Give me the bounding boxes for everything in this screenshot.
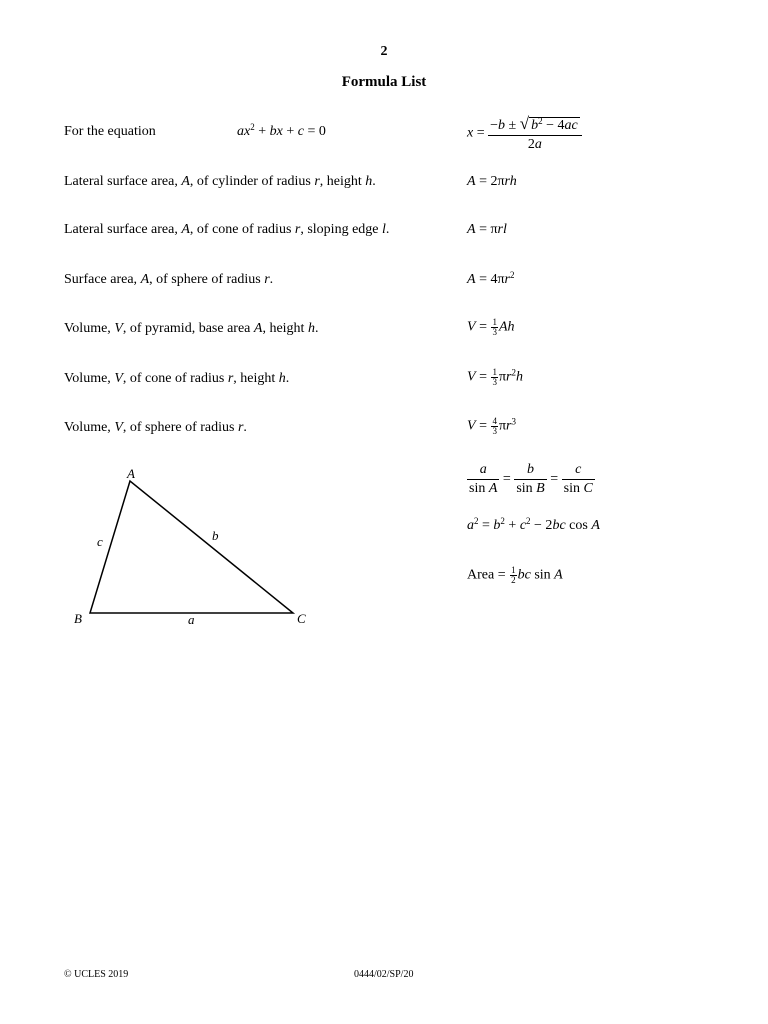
cone-surface-formula: A = πrl [467, 222, 507, 237]
cone-volume-description: Volume, V, of cone of radius r, height h. [64, 371, 290, 386]
page-title: Formula List [341, 74, 427, 90]
page-number: 2 [380, 44, 388, 59]
sphere-volume-description: Volume, V, of sphere of radius r. [64, 420, 247, 435]
pyramid-volume-description: Volume, V, of pyramid, base area A, height h. [64, 321, 319, 336]
sphere-surface-description: Surface area, A, of sphere of radius r. [64, 272, 274, 287]
triangle-shape [90, 481, 293, 613]
sine-rule-formula: $\frac{a}{\text{sin A}}$ = $\frac{b}{\text{sin B}}$ = $\frac{c}{\text{sin C}}$ [469, 462, 593, 496]
vertex-label-c: C [297, 611, 306, 626]
side-label-c: c [97, 534, 103, 549]
cone-surface-description: Lateral surface area, A, of cone of radius r, sloping edge l. [64, 222, 390, 237]
triangle-area-formula: Area = $\frac{1}{2}$ bc sin A [467, 565, 563, 585]
cylinder-description: Lateral surface area, A, of cylinder of radius r, height h. [64, 174, 376, 189]
vertex-label-a: A [127, 466, 135, 481]
sphere-surface-formula: $A = 4\pi r^2$ [467, 270, 515, 287]
vertex-label-b: B [74, 611, 82, 626]
footer-copyright: © UCLES 2019 [64, 969, 129, 980]
triangle-diagram [60, 460, 330, 640]
quadratic-equation: $ax^2$ + bx + c = 0 [237, 122, 326, 139]
sphere-volume-formula: V = $\frac{4}{3}$ $\pi r^3$ [467, 416, 516, 436]
side-label-b: b [212, 528, 219, 543]
side-label-a: a [188, 612, 195, 627]
quadratic-description: For the equation [64, 124, 156, 139]
pyramid-volume-formula: V = $\frac{1}{3}$ Ah [467, 317, 515, 337]
cylinder-formula: A = 2πrh [467, 174, 517, 189]
cone-volume-formula: V = $\frac{1}{3}$ $\pi r^2h$ [467, 367, 523, 387]
quadratic-formula: x = $\frac{-b \pm √ b^2 - 4ac}{2a}$ [467, 114, 582, 153]
footer-code: 0444/02/SP/20 [354, 969, 414, 980]
cosine-rule-formula: $a^2 = b^2 + c^2 - 2bc$ cos A [467, 516, 600, 533]
